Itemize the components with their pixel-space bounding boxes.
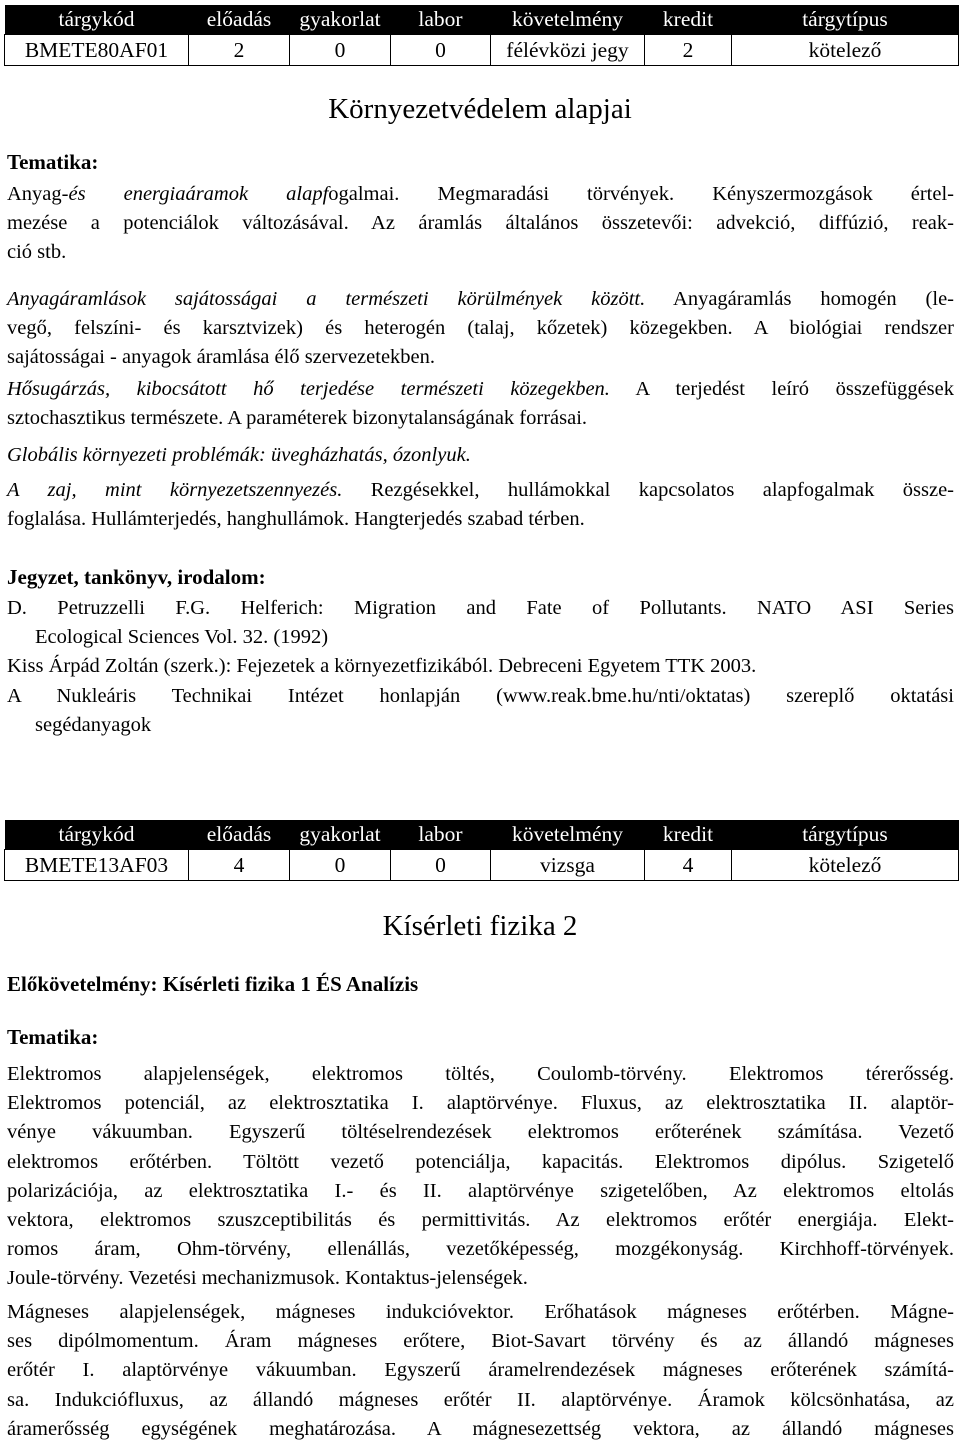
text-line: foglalása. Hullámterjedés, hanghullámok. Hangterjedés szabad térben. bbox=[7, 508, 585, 531]
text-span: és energiaáramok alapf bbox=[68, 183, 329, 205]
course1-tematika-label: Tematika: bbox=[7, 150, 99, 174]
course2-value-row bbox=[5, 850, 959, 881]
header-cell: labor bbox=[391, 820, 491, 850]
reference-line: segédanyagok bbox=[35, 713, 152, 736]
text-line: mezése a potenciálok változásával. Az áramlás általános összetevői: advekció, diffúzió, reak- bbox=[7, 212, 954, 235]
header-cell: kredit bbox=[645, 5, 732, 35]
course1-paragraph-3 bbox=[7, 375, 954, 433]
text-line: Joule-törvény. Vezetési mechanizmusok. Kontaktus-jelenségek. bbox=[7, 1267, 528, 1290]
course2-title: Kísérleti fizika 2 bbox=[382, 910, 578, 942]
text-line: vénye vákuumban. Egyszerű töltéselrendezések elektromos erőterének számítása. Vezető bbox=[7, 1121, 954, 1144]
value-cell: 0 bbox=[290, 850, 391, 881]
value-cell: 0 bbox=[290, 35, 391, 66]
header-cell: gyakorlat bbox=[290, 820, 391, 850]
value-cell: 0 bbox=[391, 850, 491, 881]
course2-paragraph-2 bbox=[7, 1298, 954, 1444]
course2-paragraph-1 bbox=[7, 1060, 954, 1294]
text-line: Mágneses alapjelenségek, mágneses indukcióvektor. Erőhatások mágneses erőtérben. Mágne- bbox=[7, 1301, 954, 1323]
text-line: sztochasztikus természete. A paraméterek bizonytalanságának forrásai. bbox=[7, 407, 588, 430]
header-cell: tárgytípus bbox=[732, 820, 959, 850]
text-line: romos áram, Ohm-törvény, ellenállás, vezetőképesség, mozgékonyság. Kirchhoff-törvények. bbox=[7, 1238, 954, 1261]
text-line: ses dipólmomentum. Áram mágneses erőtere, Biot-Savart törvény és az állandó mágneses bbox=[7, 1330, 954, 1353]
course2-prerequisite: Előkövetelmény: Kísérleti fizika 1 ÉS Analízis bbox=[7, 972, 419, 996]
course1-references bbox=[7, 594, 954, 740]
text-line: sa. Indukciófluxus, az állandó mágneses erőtér II. alaptörvénye. Áramok kölcsönhatása, az bbox=[7, 1388, 954, 1411]
text-line: ció stb. bbox=[7, 241, 67, 264]
text-span: A terjedést leíró összefüggések bbox=[609, 378, 954, 400]
value-cell: vizsga bbox=[491, 850, 645, 881]
course1-paragraph-1 bbox=[7, 180, 954, 268]
value-cell: BMETE13AF03 bbox=[5, 850, 189, 881]
reference-line: Kiss Árpád Zoltán (szerk.): Fejezetek a környezetfizikából. Debreceni Egyetem TTK 2003. bbox=[7, 655, 757, 678]
text-line: Globális környezeti problémák: üvegházhatás, ózonlyuk. bbox=[7, 444, 471, 466]
text-line: elektromos erőtérben. Töltött vezető potenciálja, kapacitás. Elektromos dipólus. Szigetelő bbox=[7, 1150, 954, 1173]
header-cell: előadás bbox=[189, 820, 290, 850]
reference-line: Ecological Sciences Vol. 32. (1992) bbox=[35, 626, 329, 649]
reference-line: D. Petruzzelli F.G. Helferich: Migration and Fate of Pollutants. NATO ASI Series bbox=[7, 597, 954, 619]
header-cell: követelmény bbox=[491, 820, 645, 850]
value-cell: 4 bbox=[645, 850, 732, 881]
header-cell: tárgytípus bbox=[732, 5, 959, 35]
text-span: ogalmai. Megmaradási törvények. Kényszermozgások értel- bbox=[328, 183, 954, 205]
text-line: polarizációja, az elektrosztatika I.- és II. alaptörvénye szigetelőben, Az elektromos eltolás bbox=[7, 1179, 954, 1202]
text-span: Anyagáramlás homogén (le- bbox=[645, 288, 954, 310]
text-line: vegő, felszíni- és karsztvizek) és heterogén (talaj, kőzetek) közegekben. A biológiai rendszer bbox=[7, 317, 954, 340]
course1-value-row bbox=[5, 35, 959, 66]
course1-table bbox=[4, 5, 959, 66]
header-cell: tárgykód bbox=[5, 820, 189, 850]
reference-line: A Nukleáris Technikai Intézet honlapján (www.reak.bme.hu/nti/oktatas) szereplő oktatási bbox=[7, 684, 954, 707]
text-line: Elektromos alapjelenségek, elektromos töltés, Coulomb-törvény. Elektromos térerősség. bbox=[7, 1063, 954, 1085]
value-cell: félévközi jegy bbox=[491, 35, 645, 66]
course1-literature-label: Jegyzet, tankönyv, irodalom: bbox=[7, 565, 266, 589]
course2-table bbox=[4, 820, 959, 881]
course1-paragraph-4 bbox=[7, 441, 954, 470]
text-span: Anyagáramlások sajátosságai a természeti körülmények között. bbox=[7, 288, 646, 310]
header-cell: tárgykód bbox=[5, 5, 189, 35]
text-line: vektora, elektromos szuszceptibilitás és permittivitás. Az elektromos erőtér energiája. Elekt- bbox=[7, 1209, 954, 1232]
value-cell: BMETE80AF01 bbox=[5, 35, 189, 66]
value-cell: 0 bbox=[391, 35, 491, 66]
text-line: sajátosságai - anyagok áramlása élő szervezetekben. bbox=[7, 346, 436, 369]
header-cell: labor bbox=[391, 5, 491, 35]
value-cell: 4 bbox=[189, 850, 290, 881]
course2-tematika-label: Tematika: bbox=[7, 1025, 99, 1049]
text-line: Elektromos potenciál, az elektrosztatika I. alaptörvénye. Fluxus, az elektrosztatika II. alaptör- bbox=[7, 1092, 954, 1115]
course1-title: Környezetvédelem alapjai bbox=[328, 93, 632, 125]
course1-paragraph-2 bbox=[7, 285, 954, 373]
header-cell: követelmény bbox=[491, 5, 645, 35]
header-cell: gyakorlat bbox=[290, 5, 391, 35]
text-span: Anyag- bbox=[7, 183, 69, 205]
text-line: erőtér I. alaptörvénye vákuumban. Egyszerű áramelrendezések mágneses erőterének számítá- bbox=[7, 1359, 954, 1382]
text-span: Hősugárzás, kibocsátott hő terjedése természeti közegekben. bbox=[7, 378, 610, 400]
header-cell: kredit bbox=[645, 820, 732, 850]
course2-header-row bbox=[5, 820, 959, 850]
value-cell: kötelező bbox=[732, 35, 959, 66]
value-cell: 2 bbox=[189, 35, 290, 66]
text-span: A zaj, mint környezetszennyezés. bbox=[7, 479, 343, 501]
value-cell: kötelező bbox=[732, 850, 959, 881]
course1-header-row bbox=[5, 5, 959, 35]
value-cell: 2 bbox=[645, 35, 732, 66]
header-cell: előadás bbox=[189, 5, 290, 35]
text-span: Rezgésekkel, hullámokkal kapcsolatos alapfogalmak össze- bbox=[342, 479, 954, 501]
course1-paragraph-5 bbox=[7, 476, 954, 534]
text-line: áramerősség egységének meghatározása. A mágnesezettség vektora, az állandó mágneses bbox=[7, 1417, 954, 1440]
